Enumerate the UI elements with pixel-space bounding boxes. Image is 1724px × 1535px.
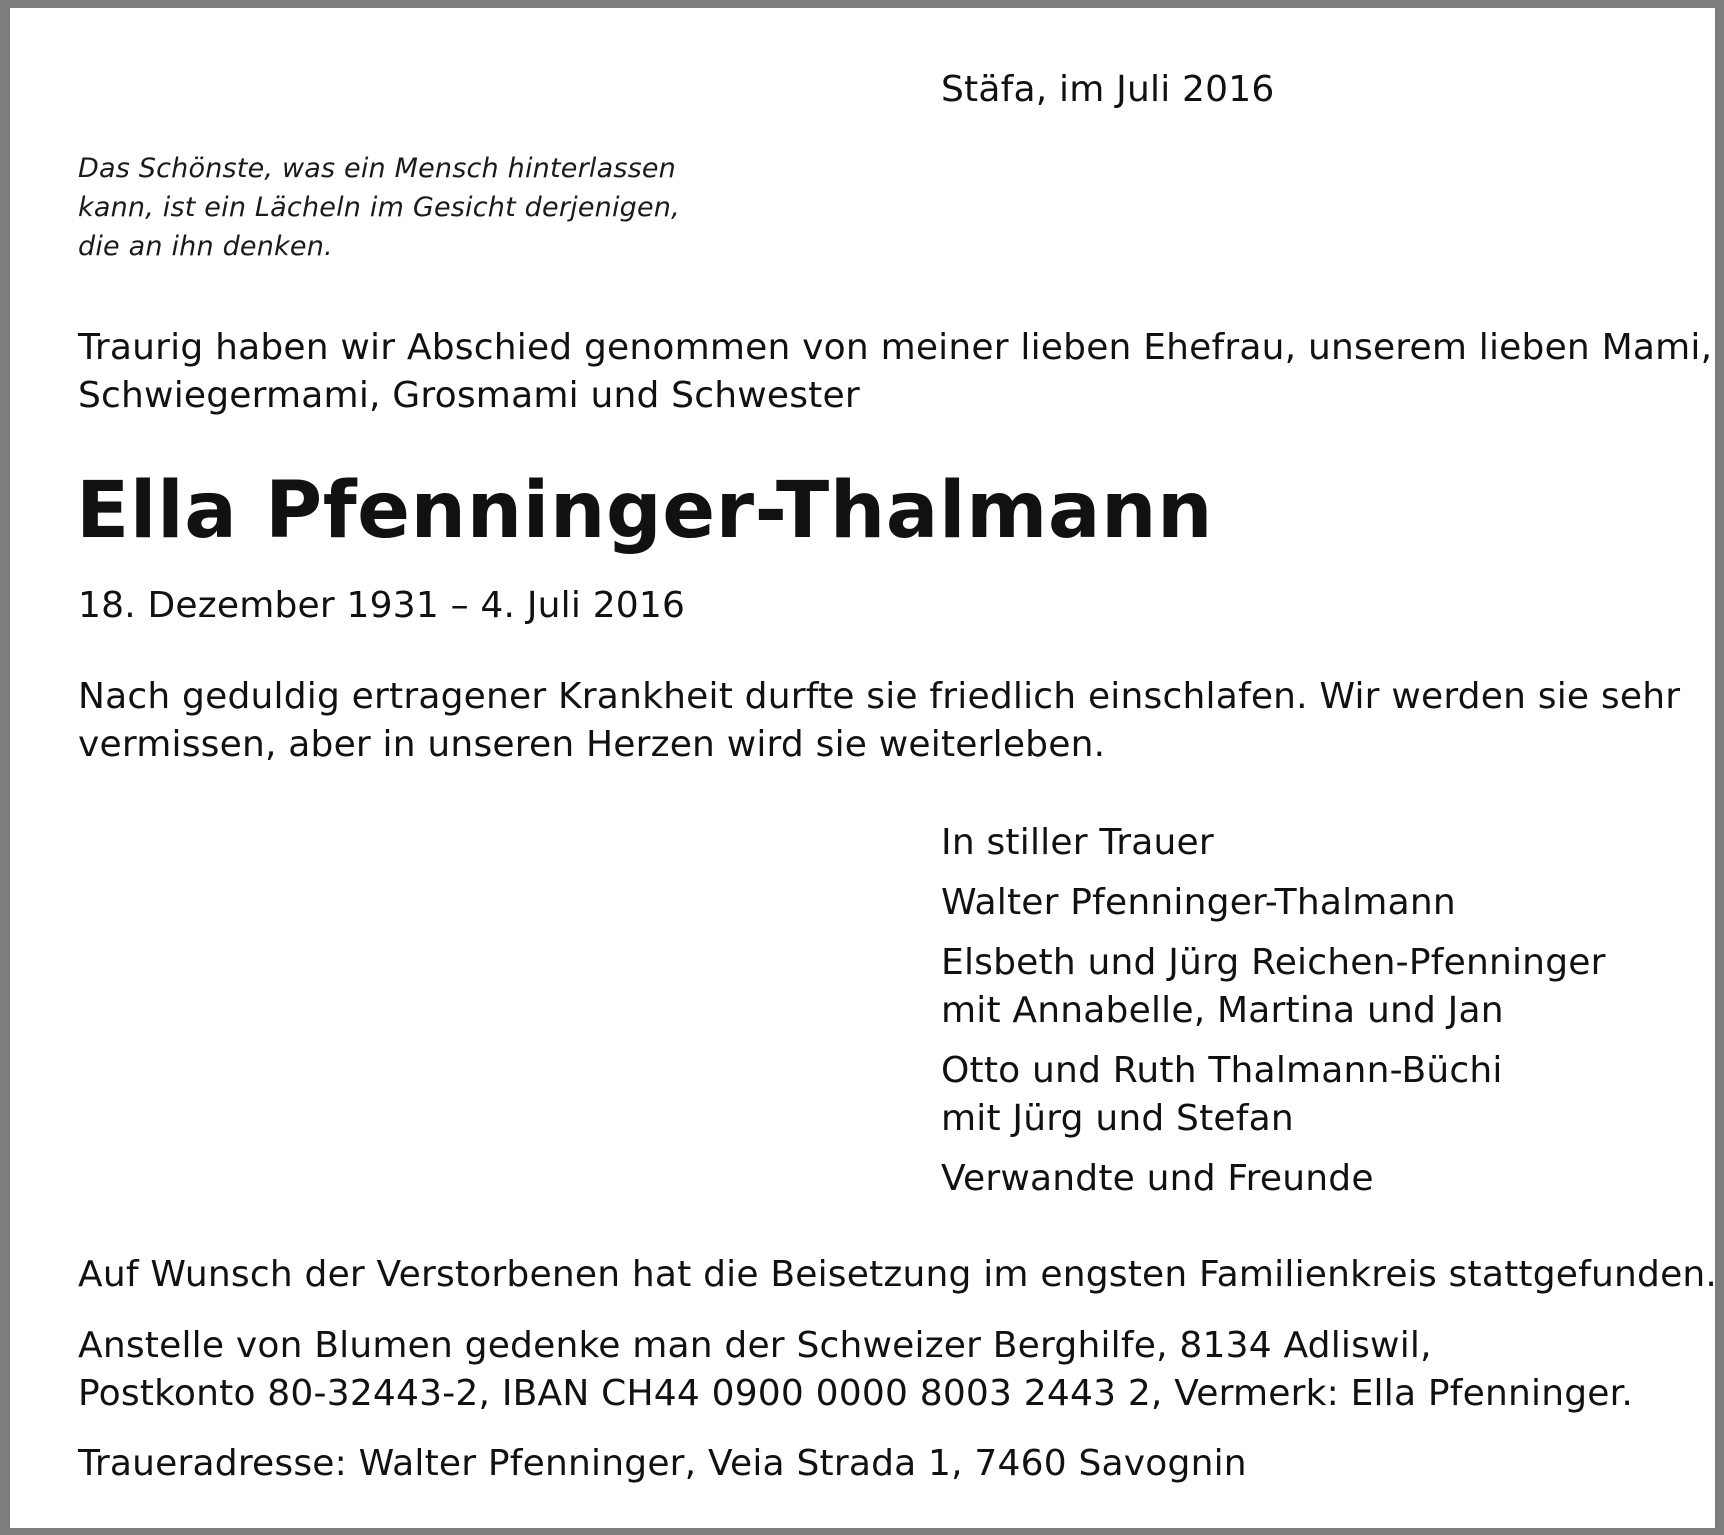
quote-line: Das Schönste, was ein Mensch hinterlassen xyxy=(78,153,676,184)
donation-line: Anstelle von Blumen gedenke man der Schweizer Berghilfe, 8134 Adliswil, xyxy=(78,1325,1432,1366)
intro-text xyxy=(78,324,1712,420)
mourner-line: Verwandte und Freunde xyxy=(941,1158,1374,1199)
deceased-name: Ella Pfenninger-Thalmann xyxy=(76,466,1214,556)
mourner-line: mit Jürg und Stefan xyxy=(941,1098,1294,1139)
burial-note: Auf Wunsch der Verstorbenen hat die Beisetzung im engsten Familienkreis stattgefunden. xyxy=(78,1254,1718,1295)
mourning-address: Traueradresse: Walter Pfenninger, Veia Strada 1, 7460 Savognin xyxy=(78,1443,1247,1484)
donation-line: Postkonto 80-32443-2, IBAN CH44 0900 0000 8003 2443 2, Vermerk: Ella Pfenninger. xyxy=(78,1373,1633,1414)
mourner-group xyxy=(941,1155,1606,1203)
mourner-group xyxy=(941,879,1606,927)
life-dates: 18. Dezember 1931 – 4. Juli 2016 xyxy=(78,585,686,626)
quote xyxy=(78,149,680,266)
donation-info xyxy=(78,1322,1633,1418)
mourner-group xyxy=(941,939,1606,1035)
mourner-line: mit Annabelle, Martina und Jan xyxy=(941,990,1504,1031)
intro-line: Traurig haben wir Abschied genommen von meiner lieben Ehefrau, unserem lieben Mami, xyxy=(78,327,1713,368)
mourner-line: Otto und Ruth Thalmann-Büchi xyxy=(941,1050,1503,1091)
mourner-line: Elsbeth und Jürg Reichen-Pfenninger xyxy=(941,942,1606,983)
mourner-group xyxy=(941,819,1606,867)
note-line: Nach geduldig ertragener Krankheit durfte sie friedlich einschlafen. Wir werden sie sehr xyxy=(78,676,1681,717)
intro-line: Schwiegermami, Grosmami und Schwester xyxy=(78,375,860,416)
note-line: vermissen, aber in unseren Herzen wird sie weiterleben. xyxy=(78,724,1106,765)
place-date: Stäfa, im Juli 2016 xyxy=(941,69,1275,110)
quote-line: die an ihn denken. xyxy=(78,231,333,262)
quote-line: kann, ist ein Lächeln im Gesicht derjenigen, xyxy=(78,192,680,223)
mourner-line: Walter Pfenninger-Thalmann xyxy=(941,882,1456,923)
mourner-line: In stiller Trauer xyxy=(941,822,1214,863)
farewell-note xyxy=(78,673,1680,769)
mourners-list xyxy=(941,819,1606,1215)
mourner-group xyxy=(941,1047,1606,1143)
